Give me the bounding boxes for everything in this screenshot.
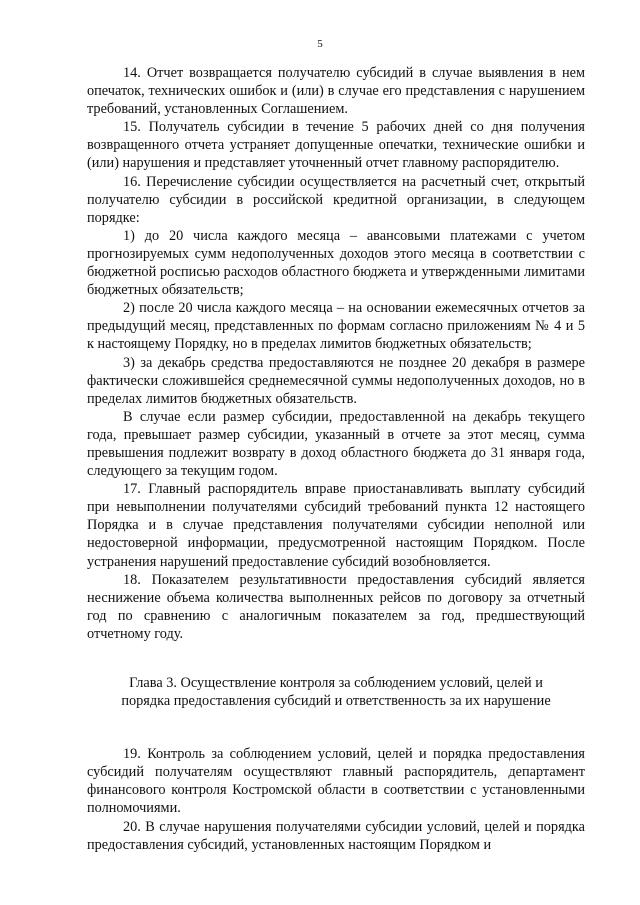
paragraph-18: 18. Показателем результативности предоставления субсидий является неснижение объема количества выполненных рейсов по договору за отчетный год по сравнению с аналогичным показателем за год, предшествующий отчетному году. [87, 571, 585, 642]
document-body [87, 64, 585, 854]
paragraph-17: 17. Главный распорядитель вправе приостанавливать выплату субсидий при невыполнении получателями субсидий требований пункта 12 настоящего Порядка и в случае представления получателями субсидии неполной или недостоверной информации, предусмотренной настоящим Порядком. После устранения нарушений предоставление субсидий возобновляется. [87, 481, 585, 570]
paragraph-16-item-2: 2) после 20 числа каждого месяца – на основании ежемесячных отчетов за предыдущий месяц, представленных по формам согласно приложениям № 4 и 5 к настоящему Порядку, но в пределах лимитов бюджетных обязательств; [87, 300, 585, 353]
paragraph-16-item-3: 3) за декабрь средства предоставляются не позднее 20 декабря в размере фактически сложившейся среднемесячной суммы недополученных доходов, но в пределах лимитов бюджетных обязательств. [87, 354, 585, 407]
paragraph-20: 20. В случае нарушения получателями субсидии условий, целей и порядка предоставления субсидий, установленных настоящим Порядком и [87, 818, 585, 853]
paragraph-december-excess: В случае если размер субсидии, предоставленной на декабрь текущего года, превышает размер субсидии, указанный в отчете за этот месяц, сумма превышения подлежит возврату в доход областного бюджета до 31 января года, следующего за текущим годом. [87, 408, 585, 480]
chapter-heading-line-1: Глава 3. Осуществление контроля за соблюдением условий, целей и [129, 675, 543, 691]
paragraph-16-item-1: 1) до 20 числа каждого месяца – авансовыми платежами с учетом прогнозируемых сумм недополученных доходов этого месяца в соответствии с бюджетной росписью расходов областного бюджета и утвержденными лимитами бюджетных обязательств; [87, 227, 585, 299]
chapter-heading [87, 674, 585, 710]
paragraph-15: 15. Получатель субсидии в течение 5 рабочих дней со дня получения возвращенного отчета устраняет допущенные опечатки, технические ошибки и (или) нарушения и представляет уточненный отчет главному распорядителю. [87, 119, 585, 172]
page-number: 5 [317, 38, 323, 50]
paragraph-14: 14. Отчет возвращается получателю субсидий в случае выявления в нем опечаток, технических ошибок и (или) в случае его представления с нарушением требований, установленных Соглашением. [87, 65, 585, 118]
chapter-heading-line-2: порядка предоставления субсидий и ответственность за их нарушение [121, 693, 551, 710]
paragraph-19: 19. Контроль за соблюдением условий, целей и порядка предоставления субсидий получателям осуществляют главный распорядитель, департамент финансового контроля Костромской области в соответствии с установленными полномочиями. [87, 746, 585, 817]
paragraph-16: 16. Перечисление субсидии осуществляется на расчетный счет, открытый получателю субсидии в российской кредитной организации, в следующем порядке: [87, 173, 585, 226]
